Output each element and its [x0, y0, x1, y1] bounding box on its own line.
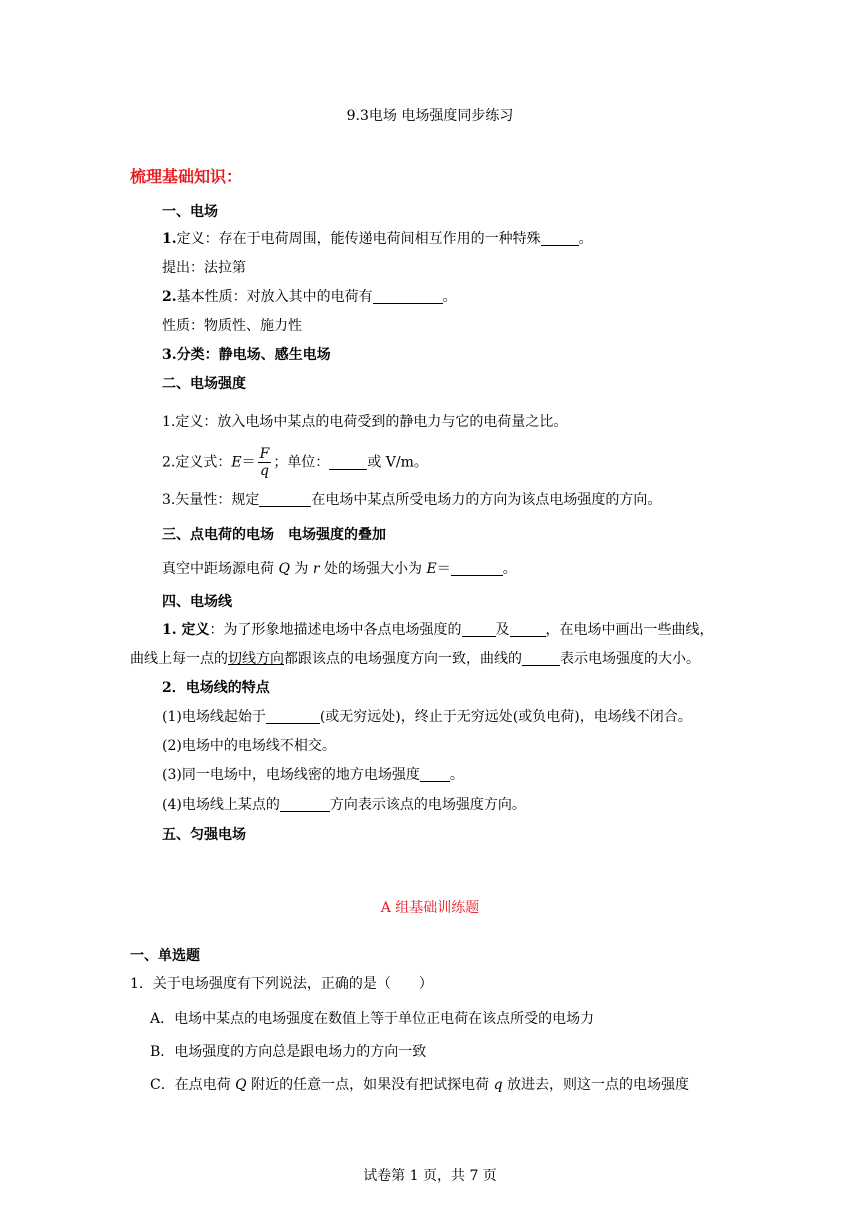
s2-unit-suffix: 或 V/m。	[367, 454, 428, 471]
fraction-denominator: q	[259, 463, 269, 479]
section-heading: 梳理基础知识：	[130, 167, 243, 186]
s3-text-b: 为	[289, 561, 313, 577]
single-choice-heading: 一、单选题	[130, 948, 200, 964]
q1-c-a: C．在点电荷	[150, 1077, 236, 1093]
fill-blank[interactable]	[522, 650, 560, 666]
fill-blank[interactable]	[462, 621, 496, 637]
s4-feature-1	[162, 707, 692, 727]
s4-def-c: ，在电场中画出一些曲线，	[545, 622, 714, 638]
s2-heading: 二、电场强度	[162, 376, 246, 392]
fill-blank[interactable]	[259, 491, 311, 507]
s3-heading: 三、点电荷的电场 电场强度的叠加	[162, 527, 386, 543]
s4-def-a: ：为了形象地描述电场中各点电场强度的	[209, 622, 462, 638]
question-1-option-b[interactable]: B．电场强度的方向总是跟电场力的方向一致	[150, 1044, 427, 1060]
s4-f3-a: (3)同一电场中，电场线密的地方电场强度	[162, 767, 420, 783]
s4-line2-b: 都跟该点的电场强度方向一致，曲线的	[284, 651, 522, 667]
s4-f1-b: (或无穷远处)，终止于无穷远处(或负电荷)，电场线不闭合。	[319, 709, 692, 725]
s4-definition-cont	[130, 649, 700, 669]
fill-blank[interactable]	[266, 708, 320, 724]
q1-c-Q: Q	[235, 1077, 247, 1093]
fill-blank[interactable]	[373, 288, 443, 304]
s1-definition	[162, 229, 593, 249]
question-1-stem: 1．关于电场强度有下列说法，正确的是（ ）	[130, 976, 433, 992]
question-1-option-a[interactable]: A．电场中某点的电场强度在数值上等于单位正电荷在该点所受的电场力	[150, 1011, 595, 1027]
s1-def-num: 1.	[162, 231, 177, 247]
s3-text-end: 。	[502, 561, 517, 577]
fill-blank[interactable]	[329, 454, 367, 470]
s3-var-r: r	[312, 561, 320, 577]
s3-text-eq: ＝	[436, 561, 451, 577]
s4-line2-c: 表示电场强度的大小。	[560, 651, 700, 667]
s1-classification: 3.分类：静电场、感生电场	[162, 347, 331, 363]
s3-text-a: 真空中距场源电荷	[162, 561, 279, 577]
s2-definition: 1.定义：放入电场中某点的电荷受到的静电力与它的电荷量之比。	[162, 414, 568, 430]
s2-vector-prefix: 3.矢量性：规定	[162, 492, 260, 508]
fill-blank[interactable]	[451, 560, 503, 576]
s4-feature-4	[162, 795, 526, 815]
s4-tangent-direction: 切线方向	[228, 651, 284, 667]
group-a-title: A 组基础训练题	[380, 900, 480, 916]
s4-f4-a: (4)电场线上某点的	[162, 797, 280, 813]
q1-c-b: 附近的任意一点，如果没有把试探电荷	[246, 1077, 494, 1093]
s2-formula-prefix: 2.定义式：	[162, 454, 232, 471]
s1-def-text: 定义：存在于电荷周围，能传递电荷间相互作用的一种特殊	[176, 231, 541, 247]
s4-f1-a: (1)电场线起始于	[162, 709, 266, 725]
s1-proposer: 提出：法拉第	[162, 260, 246, 276]
fill-blank[interactable]	[280, 796, 330, 812]
s5-heading: 五、匀强电场	[162, 827, 246, 843]
s1-heading: 一、电场	[162, 204, 218, 220]
s2-unit-prefix: ；单位：	[273, 454, 330, 471]
s1-prop-end: 。	[442, 289, 457, 305]
s2-formula	[162, 446, 428, 479]
s1-def-end: 。	[578, 231, 593, 247]
fill-blank[interactable]	[420, 766, 450, 782]
q1-c-q: q	[493, 1077, 503, 1093]
s3-var-Q: Q	[278, 561, 290, 577]
s4-def-label: 1. 定义	[162, 622, 210, 638]
fill-blank[interactable]	[510, 621, 546, 637]
s4-heading: 四、电场线	[162, 594, 232, 610]
page-title: 9.3电场 电场强度同步练习	[346, 108, 514, 124]
s3-text	[162, 559, 517, 579]
s4-definition	[162, 620, 714, 640]
fraction-numerator: F	[259, 446, 270, 462]
s4-line2-a: 曲线上每一点的	[130, 651, 228, 667]
question-1-option-c[interactable]	[150, 1075, 689, 1095]
s1-prop-text: 基本性质：对放入其中的电荷有	[176, 289, 373, 305]
s1-nature: 性质：物质性、施力性	[162, 318, 302, 334]
s4-f3-b: 。	[449, 767, 464, 783]
s4-def-b: 及	[495, 622, 510, 638]
s4-feature-3	[162, 765, 464, 785]
s4-f4-b: 方向表示该点的电场强度方向。	[329, 797, 526, 813]
s2-formula-E: E	[231, 454, 242, 471]
s2-vector	[162, 490, 661, 510]
s2-formula-eq: ＝	[241, 454, 256, 471]
q1-c-c: 放进去，则这一点的电场强度	[502, 1077, 689, 1093]
formula-fraction	[258, 446, 272, 479]
fill-blank[interactable]	[541, 230, 579, 246]
s2-vector-suffix: 在电场中某点所受电场力的方向为该点电场强度的方向。	[311, 492, 662, 508]
s3-text-c: 处的场强大小为	[319, 561, 427, 577]
s1-prop-num: 2.	[162, 289, 177, 305]
s4-features-heading: 2．电场线的特点	[162, 680, 270, 696]
s1-property	[162, 287, 457, 307]
s3-var-E: E	[426, 561, 437, 577]
page-footer: 试卷第 1 页，共 7 页	[363, 1168, 497, 1184]
s4-feature-2: (2)电场中的电场线不相交。	[162, 738, 336, 754]
